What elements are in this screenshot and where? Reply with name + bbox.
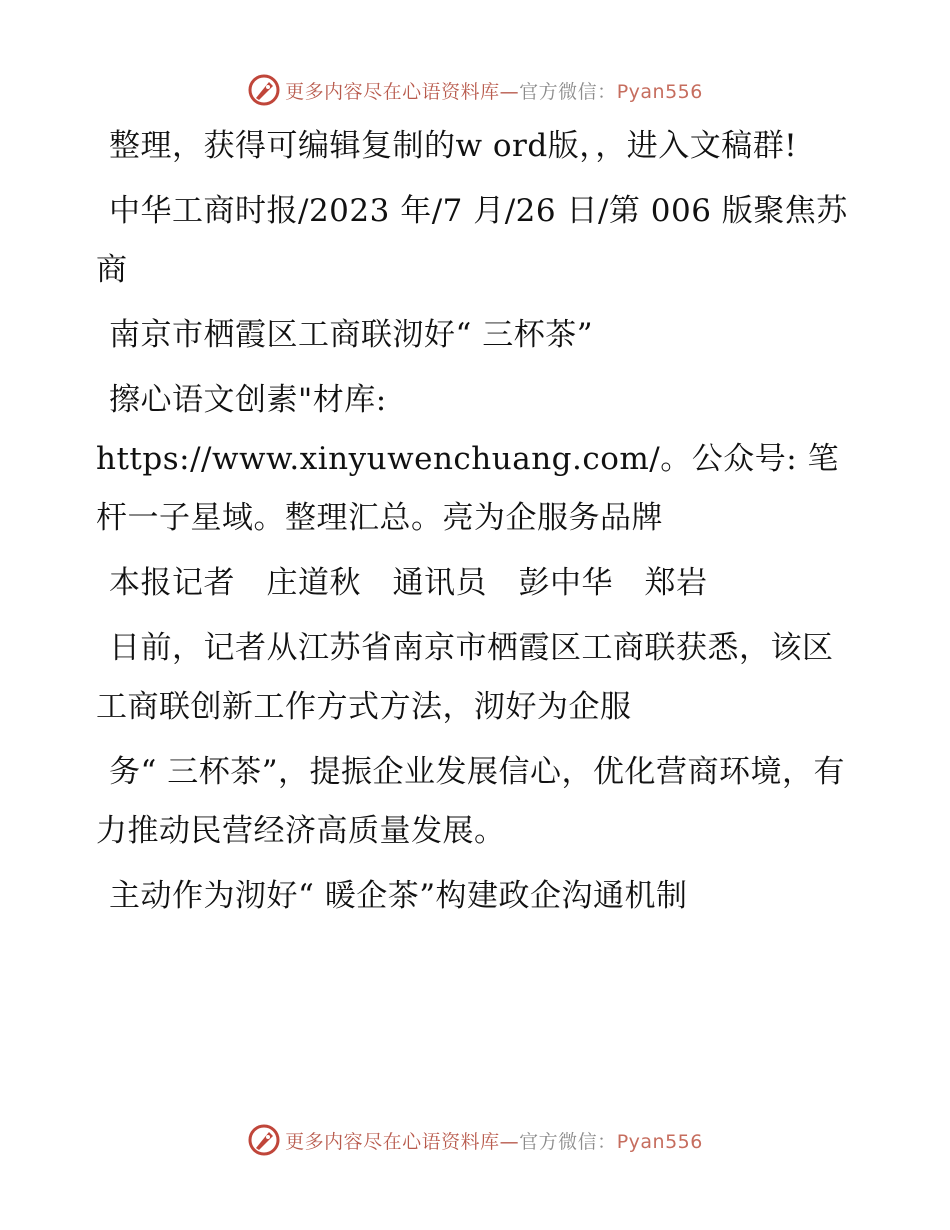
footer-watermark [0,1120,950,1160]
watermark-separator: — [499,1130,520,1153]
watermark-wechat-id: Pyan556 [616,1130,703,1153]
watermark-site: 更多内容尽在心语资料库 [285,80,500,103]
paragraph: 务“ 三杯茶”，提振企业发展信心，优化营商环境，有力推动民营经济高质量发展。 [96,754,846,849]
byline: 本报记者 庄道秋 通讯员 彭中华 郑岩 [109,565,708,601]
watermark-separator: — [499,80,520,103]
paragraph: 整理，获得可编辑复制的w ord版，，进入文稿群! [109,128,798,164]
watermark-site: 更多内容尽在心语资料库 [285,1130,500,1153]
pen-nib-icon [247,1123,281,1157]
paragraph: 中华工商时报/2023 年/7 月/26 日/第 006 版聚焦苏商 [96,193,848,288]
watermark-wechat-label: 官方微信： [519,1130,617,1153]
document-body [96,117,856,932]
article-title: 南京市栖霞区工商联沏好“ 三杯茶” [109,317,594,353]
watermark-wechat-label: 官方微信： [519,80,617,103]
header-watermark [0,70,950,110]
paragraph: 擦心语文创素"材库: https://www.xinyuwenchuang.com/。公众号: 笔杆一子星域。整理汇总。亮为企服务品牌 [96,382,840,536]
section-heading: 主动作为沏好“ 暖企茶”构建政企沟通机制 [109,878,688,914]
watermark-wechat-id: Pyan556 [616,80,703,103]
paragraph: 日前，记者从江苏省南京市栖霞区工商联获悉，该区工商联创新工作方式方法，沏好为企服 [96,630,834,725]
watermark-text [285,1127,703,1154]
pen-nib-icon [247,73,281,107]
watermark-text [285,77,703,104]
